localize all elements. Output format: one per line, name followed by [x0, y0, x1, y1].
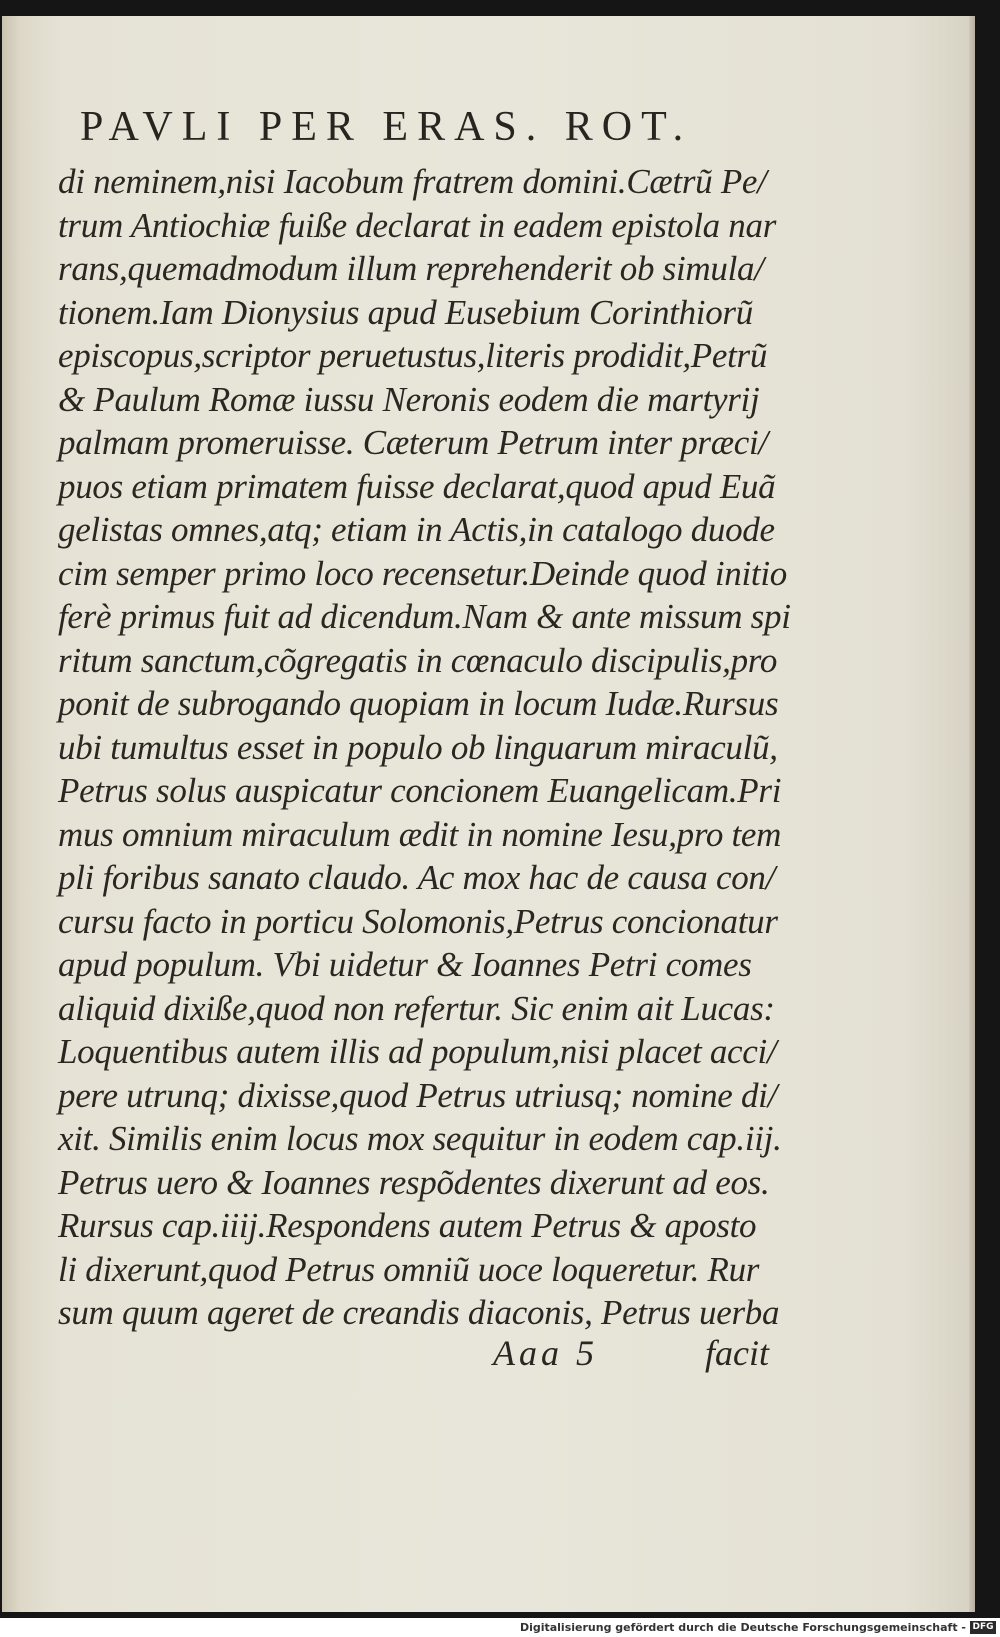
text-line: cursu facto in porticu Solomonis,Petrus concionatur — [58, 901, 778, 941]
text-line: Loquentibus autem illis ad populum,nisi placet acci/ — [58, 1032, 777, 1071]
text-line: apud populum. Vbi uidetur & Ioannes Petri comes — [58, 945, 752, 984]
running-head: PAVLI PER ERAS. ROT. — [80, 104, 693, 150]
text-line: li dixerunt,quod Petrus omniũ uoce loqueretur. Rur — [58, 1249, 760, 1289]
signature-mark: Aaa 5 — [493, 1333, 598, 1373]
text-line: episcopus,scriptor peruetustus,literis prodidit,Petrũ — [58, 336, 768, 375]
footer-bar — [0, 1619, 1000, 1637]
funding-credit: Digitalisierung gefördert durch die Deutsche Forschungsgemeinschaft - — [519, 1621, 966, 1634]
text-line: ubi tumultus esset in populo ob linguarum miraculũ, — [58, 727, 778, 767]
text-line: mus omnium miraculum ædit in nomine Iesu,pro tem — [58, 814, 782, 854]
body-text — [58, 160, 791, 1335]
text-line: Petrus uero & Ioannes respõdentes dixerunt ad eos. — [58, 1162, 770, 1202]
text-line: rans,quemadmodum illum reprehenderit ob simula/ — [58, 249, 764, 288]
dfg-logo: DFG — [970, 1621, 996, 1634]
catchword: facit — [705, 1333, 769, 1373]
text-line: sum quum ageret de creandis diaconis, Petrus uerba — [58, 1293, 780, 1332]
text-line: cim semper primo loco recensetur.Deinde quod initio — [58, 553, 787, 593]
text-line: tionem.Iam Dionysius apud Eusebium Corinthiorũ — [58, 292, 753, 332]
text-line: pli foribus sanato claudo. Ac mox hac de causa con/ — [58, 858, 776, 897]
text-line: xit. Similis enim locus mox sequitur in eodem cap.iij. — [58, 1119, 782, 1158]
text-line: ferè primus fuit ad dicendum.Nam & ante missum spi — [58, 597, 791, 636]
text-line: di neminem,nisi Iacobum fratrem domini.Cætrũ Pe/ — [58, 162, 767, 201]
page-edge — [969, 16, 975, 1612]
text-line: Rursus cap.iiij.Respondens autem Petrus & aposto — [58, 1206, 757, 1245]
text-line: puos etiam primatem fuisse declarat,quod apud Euã — [58, 466, 776, 506]
text-line: trum Antiochiæ fuiße declarat in eadem epistola nar — [58, 205, 777, 245]
text-line: pere utrunq; dixisse,quod Petrus utriusq; nomine di/ — [58, 1075, 778, 1115]
text-line: gelistas omnes,atq; etiam in Actis,in catalogo duode — [58, 510, 775, 549]
text-line: & Paulum Romæ iussu Neronis eodem die martyrij — [58, 379, 760, 419]
text-line: aliquid dixiße,quod non refertur. Sic enim ait Lucas: — [58, 988, 775, 1028]
text-line: ritum sanctum,cõgregatis in cœnaculo discipulis,pro — [58, 640, 778, 680]
text-line: palmam promeruisse. Cæterum Petrum inter præci/ — [58, 423, 768, 462]
text-line: ponit de subrogando quopiam in locum Iudæ.Rursus — [58, 684, 779, 723]
text-line: Petrus solus auspicatur concionem Euangelicam.Pri — [58, 771, 782, 810]
